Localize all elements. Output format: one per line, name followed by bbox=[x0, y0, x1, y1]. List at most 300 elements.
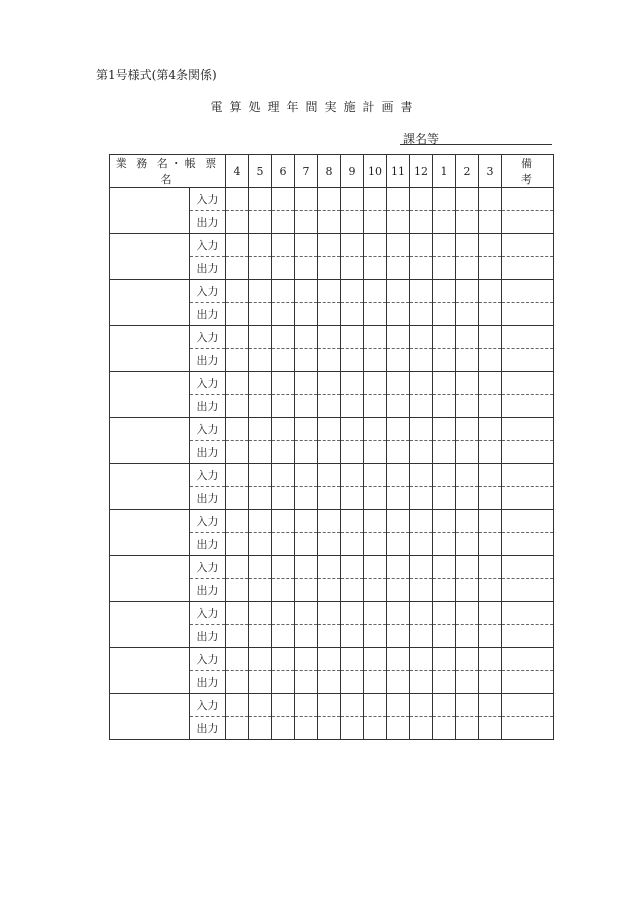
remarks-cell[interactable] bbox=[502, 464, 554, 487]
month-cell[interactable] bbox=[318, 648, 341, 671]
month-cell[interactable] bbox=[272, 533, 295, 556]
month-cell[interactable] bbox=[226, 372, 249, 395]
month-cell[interactable] bbox=[318, 579, 341, 602]
month-cell[interactable] bbox=[479, 257, 502, 280]
month-cell[interactable] bbox=[341, 717, 364, 740]
month-cell[interactable] bbox=[318, 717, 341, 740]
month-cell[interactable] bbox=[318, 602, 341, 625]
month-cell[interactable] bbox=[433, 418, 456, 441]
month-cell[interactable] bbox=[318, 257, 341, 280]
month-cell[interactable] bbox=[341, 257, 364, 280]
month-cell[interactable] bbox=[272, 395, 295, 418]
month-cell[interactable] bbox=[295, 418, 318, 441]
remarks-cell[interactable] bbox=[502, 372, 554, 395]
month-cell[interactable] bbox=[387, 648, 410, 671]
month-cell[interactable] bbox=[318, 487, 341, 510]
month-cell[interactable] bbox=[226, 671, 249, 694]
month-cell[interactable] bbox=[433, 648, 456, 671]
month-cell[interactable] bbox=[456, 349, 479, 372]
month-cell[interactable] bbox=[318, 464, 341, 487]
month-cell[interactable] bbox=[295, 556, 318, 579]
month-cell[interactable] bbox=[410, 303, 433, 326]
month-cell[interactable] bbox=[479, 418, 502, 441]
remarks-cell[interactable] bbox=[502, 602, 554, 625]
month-cell[interactable] bbox=[272, 648, 295, 671]
month-cell[interactable] bbox=[226, 303, 249, 326]
month-cell[interactable] bbox=[295, 211, 318, 234]
month-cell[interactable] bbox=[226, 694, 249, 717]
remarks-cell[interactable] bbox=[502, 533, 554, 556]
business-name-cell[interactable] bbox=[110, 464, 190, 510]
month-cell[interactable] bbox=[226, 326, 249, 349]
month-cell[interactable] bbox=[249, 694, 272, 717]
remarks-cell[interactable] bbox=[502, 280, 554, 303]
month-cell[interactable] bbox=[272, 510, 295, 533]
month-cell[interactable] bbox=[341, 211, 364, 234]
month-cell[interactable] bbox=[387, 372, 410, 395]
month-cell[interactable] bbox=[364, 418, 387, 441]
remarks-cell[interactable] bbox=[502, 257, 554, 280]
month-cell[interactable] bbox=[479, 395, 502, 418]
month-cell[interactable] bbox=[364, 602, 387, 625]
month-cell[interactable] bbox=[479, 280, 502, 303]
month-cell[interactable] bbox=[433, 441, 456, 464]
month-cell[interactable] bbox=[295, 234, 318, 257]
month-cell[interactable] bbox=[249, 257, 272, 280]
month-cell[interactable] bbox=[249, 602, 272, 625]
month-cell[interactable] bbox=[433, 625, 456, 648]
month-cell[interactable] bbox=[318, 694, 341, 717]
month-cell[interactable] bbox=[387, 464, 410, 487]
month-cell[interactable] bbox=[433, 303, 456, 326]
month-cell[interactable] bbox=[249, 326, 272, 349]
month-cell[interactable] bbox=[272, 257, 295, 280]
month-cell[interactable] bbox=[410, 694, 433, 717]
month-cell[interactable] bbox=[456, 487, 479, 510]
month-cell[interactable] bbox=[272, 418, 295, 441]
month-cell[interactable] bbox=[387, 602, 410, 625]
month-cell[interactable] bbox=[364, 579, 387, 602]
month-cell[interactable] bbox=[433, 694, 456, 717]
month-cell[interactable] bbox=[479, 579, 502, 602]
month-cell[interactable] bbox=[272, 234, 295, 257]
month-cell[interactable] bbox=[318, 326, 341, 349]
month-cell[interactable] bbox=[341, 579, 364, 602]
month-cell[interactable] bbox=[387, 418, 410, 441]
month-cell[interactable] bbox=[387, 487, 410, 510]
month-cell[interactable] bbox=[479, 694, 502, 717]
month-cell[interactable] bbox=[456, 326, 479, 349]
month-cell[interactable] bbox=[456, 510, 479, 533]
month-cell[interactable] bbox=[226, 464, 249, 487]
remarks-cell[interactable] bbox=[502, 395, 554, 418]
month-cell[interactable] bbox=[226, 717, 249, 740]
month-cell[interactable] bbox=[387, 694, 410, 717]
month-cell[interactable] bbox=[226, 579, 249, 602]
month-cell[interactable] bbox=[295, 487, 318, 510]
month-cell[interactable] bbox=[479, 602, 502, 625]
month-cell[interactable] bbox=[433, 533, 456, 556]
month-cell[interactable] bbox=[341, 234, 364, 257]
remarks-cell[interactable] bbox=[502, 418, 554, 441]
month-cell[interactable] bbox=[456, 280, 479, 303]
month-cell[interactable] bbox=[456, 441, 479, 464]
month-cell[interactable] bbox=[249, 625, 272, 648]
remarks-cell[interactable] bbox=[502, 234, 554, 257]
month-cell[interactable] bbox=[272, 303, 295, 326]
month-cell[interactable] bbox=[272, 602, 295, 625]
month-cell[interactable] bbox=[410, 556, 433, 579]
month-cell[interactable] bbox=[387, 510, 410, 533]
month-cell[interactable] bbox=[341, 441, 364, 464]
month-cell[interactable] bbox=[433, 372, 456, 395]
month-cell[interactable] bbox=[479, 510, 502, 533]
month-cell[interactable] bbox=[479, 441, 502, 464]
month-cell[interactable] bbox=[272, 625, 295, 648]
month-cell[interactable] bbox=[318, 188, 341, 211]
month-cell[interactable] bbox=[364, 441, 387, 464]
month-cell[interactable] bbox=[456, 257, 479, 280]
month-cell[interactable] bbox=[318, 211, 341, 234]
month-cell[interactable] bbox=[249, 556, 272, 579]
month-cell[interactable] bbox=[364, 510, 387, 533]
month-cell[interactable] bbox=[433, 211, 456, 234]
month-cell[interactable] bbox=[479, 372, 502, 395]
month-cell[interactable] bbox=[295, 441, 318, 464]
month-cell[interactable] bbox=[433, 487, 456, 510]
month-cell[interactable] bbox=[341, 188, 364, 211]
remarks-cell[interactable] bbox=[502, 625, 554, 648]
remarks-cell[interactable] bbox=[502, 211, 554, 234]
month-cell[interactable] bbox=[226, 533, 249, 556]
month-cell[interactable] bbox=[318, 349, 341, 372]
month-cell[interactable] bbox=[249, 234, 272, 257]
month-cell[interactable] bbox=[318, 671, 341, 694]
month-cell[interactable] bbox=[410, 326, 433, 349]
month-cell[interactable] bbox=[433, 510, 456, 533]
month-cell[interactable] bbox=[272, 694, 295, 717]
month-cell[interactable] bbox=[456, 533, 479, 556]
month-cell[interactable] bbox=[226, 257, 249, 280]
month-cell[interactable] bbox=[341, 671, 364, 694]
month-cell[interactable] bbox=[295, 533, 318, 556]
section-name-field[interactable] bbox=[400, 130, 552, 145]
month-cell[interactable] bbox=[341, 648, 364, 671]
month-cell[interactable] bbox=[433, 671, 456, 694]
month-cell[interactable] bbox=[272, 280, 295, 303]
month-cell[interactable] bbox=[410, 418, 433, 441]
month-cell[interactable] bbox=[249, 464, 272, 487]
month-cell[interactable] bbox=[272, 188, 295, 211]
month-cell[interactable] bbox=[387, 579, 410, 602]
month-cell[interactable] bbox=[295, 349, 318, 372]
month-cell[interactable] bbox=[249, 418, 272, 441]
month-cell[interactable] bbox=[364, 188, 387, 211]
month-cell[interactable] bbox=[387, 257, 410, 280]
remarks-cell[interactable] bbox=[502, 556, 554, 579]
month-cell[interactable] bbox=[433, 280, 456, 303]
business-name-cell[interactable] bbox=[110, 602, 190, 648]
month-cell[interactable] bbox=[479, 349, 502, 372]
month-cell[interactable] bbox=[456, 395, 479, 418]
month-cell[interactable] bbox=[433, 579, 456, 602]
month-cell[interactable] bbox=[226, 602, 249, 625]
month-cell[interactable] bbox=[364, 464, 387, 487]
month-cell[interactable] bbox=[249, 211, 272, 234]
month-cell[interactable] bbox=[410, 349, 433, 372]
month-cell[interactable] bbox=[364, 648, 387, 671]
month-cell[interactable] bbox=[295, 464, 318, 487]
month-cell[interactable] bbox=[341, 487, 364, 510]
month-cell[interactable] bbox=[456, 372, 479, 395]
month-cell[interactable] bbox=[295, 303, 318, 326]
month-cell[interactable] bbox=[387, 395, 410, 418]
month-cell[interactable] bbox=[479, 234, 502, 257]
month-cell[interactable] bbox=[433, 464, 456, 487]
month-cell[interactable] bbox=[249, 671, 272, 694]
month-cell[interactable] bbox=[410, 280, 433, 303]
month-cell[interactable] bbox=[249, 372, 272, 395]
month-cell[interactable] bbox=[318, 303, 341, 326]
month-cell[interactable] bbox=[295, 671, 318, 694]
month-cell[interactable] bbox=[433, 717, 456, 740]
month-cell[interactable] bbox=[249, 441, 272, 464]
month-cell[interactable] bbox=[272, 579, 295, 602]
month-cell[interactable] bbox=[410, 579, 433, 602]
month-cell[interactable] bbox=[410, 464, 433, 487]
month-cell[interactable] bbox=[364, 257, 387, 280]
month-cell[interactable] bbox=[433, 395, 456, 418]
remarks-cell[interactable] bbox=[502, 648, 554, 671]
month-cell[interactable] bbox=[341, 303, 364, 326]
month-cell[interactable] bbox=[272, 671, 295, 694]
month-cell[interactable] bbox=[272, 556, 295, 579]
month-cell[interactable] bbox=[318, 395, 341, 418]
month-cell[interactable] bbox=[456, 556, 479, 579]
month-cell[interactable] bbox=[433, 349, 456, 372]
month-cell[interactable] bbox=[226, 395, 249, 418]
month-cell[interactable] bbox=[387, 326, 410, 349]
month-cell[interactable] bbox=[456, 602, 479, 625]
month-cell[interactable] bbox=[410, 602, 433, 625]
month-cell[interactable] bbox=[341, 510, 364, 533]
month-cell[interactable] bbox=[226, 211, 249, 234]
month-cell[interactable] bbox=[410, 257, 433, 280]
remarks-cell[interactable] bbox=[502, 349, 554, 372]
month-cell[interactable] bbox=[456, 648, 479, 671]
month-cell[interactable] bbox=[456, 671, 479, 694]
month-cell[interactable] bbox=[456, 418, 479, 441]
month-cell[interactable] bbox=[410, 510, 433, 533]
month-cell[interactable] bbox=[479, 671, 502, 694]
business-name-cell[interactable] bbox=[110, 188, 190, 234]
month-cell[interactable] bbox=[249, 487, 272, 510]
month-cell[interactable] bbox=[433, 556, 456, 579]
month-cell[interactable] bbox=[226, 556, 249, 579]
business-name-cell[interactable] bbox=[110, 280, 190, 326]
month-cell[interactable] bbox=[272, 464, 295, 487]
remarks-cell[interactable] bbox=[502, 303, 554, 326]
month-cell[interactable] bbox=[387, 234, 410, 257]
remarks-cell[interactable] bbox=[502, 441, 554, 464]
month-cell[interactable] bbox=[456, 234, 479, 257]
month-cell[interactable] bbox=[295, 510, 318, 533]
month-cell[interactable] bbox=[364, 487, 387, 510]
month-cell[interactable] bbox=[387, 671, 410, 694]
month-cell[interactable] bbox=[364, 280, 387, 303]
remarks-cell[interactable] bbox=[502, 717, 554, 740]
month-cell[interactable] bbox=[272, 211, 295, 234]
month-cell[interactable] bbox=[272, 487, 295, 510]
month-cell[interactable] bbox=[387, 211, 410, 234]
month-cell[interactable] bbox=[295, 694, 318, 717]
month-cell[interactable] bbox=[295, 579, 318, 602]
month-cell[interactable] bbox=[249, 533, 272, 556]
month-cell[interactable] bbox=[410, 671, 433, 694]
month-cell[interactable] bbox=[364, 556, 387, 579]
month-cell[interactable] bbox=[433, 188, 456, 211]
month-cell[interactable] bbox=[410, 188, 433, 211]
month-cell[interactable] bbox=[387, 556, 410, 579]
month-cell[interactable] bbox=[410, 717, 433, 740]
month-cell[interactable] bbox=[364, 349, 387, 372]
month-cell[interactable] bbox=[479, 625, 502, 648]
month-cell[interactable] bbox=[456, 211, 479, 234]
month-cell[interactable] bbox=[364, 671, 387, 694]
month-cell[interactable] bbox=[479, 487, 502, 510]
month-cell[interactable] bbox=[387, 349, 410, 372]
month-cell[interactable] bbox=[456, 694, 479, 717]
month-cell[interactable] bbox=[364, 211, 387, 234]
month-cell[interactable] bbox=[272, 326, 295, 349]
month-cell[interactable] bbox=[226, 280, 249, 303]
month-cell[interactable] bbox=[295, 717, 318, 740]
remarks-cell[interactable] bbox=[502, 188, 554, 211]
month-cell[interactable] bbox=[364, 234, 387, 257]
month-cell[interactable] bbox=[410, 648, 433, 671]
month-cell[interactable] bbox=[456, 717, 479, 740]
month-cell[interactable] bbox=[249, 648, 272, 671]
month-cell[interactable] bbox=[341, 372, 364, 395]
business-name-cell[interactable] bbox=[110, 418, 190, 464]
month-cell[interactable] bbox=[226, 487, 249, 510]
month-cell[interactable] bbox=[295, 280, 318, 303]
month-cell[interactable] bbox=[226, 510, 249, 533]
month-cell[interactable] bbox=[341, 556, 364, 579]
month-cell[interactable] bbox=[318, 556, 341, 579]
month-cell[interactable] bbox=[364, 372, 387, 395]
month-cell[interactable] bbox=[387, 188, 410, 211]
month-cell[interactable] bbox=[364, 533, 387, 556]
month-cell[interactable] bbox=[295, 372, 318, 395]
month-cell[interactable] bbox=[387, 280, 410, 303]
month-cell[interactable] bbox=[249, 188, 272, 211]
month-cell[interactable] bbox=[410, 441, 433, 464]
month-cell[interactable] bbox=[226, 349, 249, 372]
month-cell[interactable] bbox=[410, 533, 433, 556]
month-cell[interactable] bbox=[295, 602, 318, 625]
remarks-cell[interactable] bbox=[502, 487, 554, 510]
month-cell[interactable] bbox=[318, 533, 341, 556]
month-cell[interactable] bbox=[295, 625, 318, 648]
month-cell[interactable] bbox=[364, 625, 387, 648]
month-cell[interactable] bbox=[318, 234, 341, 257]
month-cell[interactable] bbox=[318, 510, 341, 533]
month-cell[interactable] bbox=[364, 326, 387, 349]
month-cell[interactable] bbox=[479, 303, 502, 326]
month-cell[interactable] bbox=[364, 303, 387, 326]
month-cell[interactable] bbox=[387, 303, 410, 326]
month-cell[interactable] bbox=[410, 234, 433, 257]
remarks-cell[interactable] bbox=[502, 694, 554, 717]
month-cell[interactable] bbox=[479, 556, 502, 579]
month-cell[interactable] bbox=[410, 211, 433, 234]
month-cell[interactable] bbox=[456, 303, 479, 326]
month-cell[interactable] bbox=[479, 188, 502, 211]
month-cell[interactable] bbox=[387, 625, 410, 648]
month-cell[interactable] bbox=[341, 349, 364, 372]
month-cell[interactable] bbox=[249, 349, 272, 372]
month-cell[interactable] bbox=[272, 372, 295, 395]
month-cell[interactable] bbox=[249, 510, 272, 533]
month-cell[interactable] bbox=[249, 579, 272, 602]
month-cell[interactable] bbox=[249, 717, 272, 740]
month-cell[interactable] bbox=[226, 234, 249, 257]
month-cell[interactable] bbox=[226, 648, 249, 671]
month-cell[interactable] bbox=[226, 441, 249, 464]
month-cell[interactable] bbox=[341, 418, 364, 441]
remarks-cell[interactable] bbox=[502, 671, 554, 694]
month-cell[interactable] bbox=[479, 464, 502, 487]
month-cell[interactable] bbox=[387, 441, 410, 464]
month-cell[interactable] bbox=[249, 280, 272, 303]
remarks-cell[interactable] bbox=[502, 510, 554, 533]
month-cell[interactable] bbox=[272, 717, 295, 740]
month-cell[interactable] bbox=[318, 441, 341, 464]
month-cell[interactable] bbox=[249, 303, 272, 326]
remarks-cell[interactable] bbox=[502, 326, 554, 349]
business-name-cell[interactable] bbox=[110, 694, 190, 740]
month-cell[interactable] bbox=[295, 257, 318, 280]
month-cell[interactable] bbox=[456, 579, 479, 602]
month-cell[interactable] bbox=[479, 533, 502, 556]
month-cell[interactable] bbox=[318, 280, 341, 303]
month-cell[interactable] bbox=[295, 326, 318, 349]
month-cell[interactable] bbox=[410, 487, 433, 510]
business-name-cell[interactable] bbox=[110, 648, 190, 694]
remarks-cell[interactable] bbox=[502, 579, 554, 602]
month-cell[interactable] bbox=[318, 625, 341, 648]
business-name-cell[interactable] bbox=[110, 510, 190, 556]
month-cell[interactable] bbox=[272, 441, 295, 464]
month-cell[interactable] bbox=[456, 464, 479, 487]
month-cell[interactable] bbox=[479, 648, 502, 671]
month-cell[interactable] bbox=[249, 395, 272, 418]
month-cell[interactable] bbox=[410, 372, 433, 395]
month-cell[interactable] bbox=[433, 602, 456, 625]
month-cell[interactable] bbox=[341, 464, 364, 487]
business-name-cell[interactable] bbox=[110, 234, 190, 280]
month-cell[interactable] bbox=[295, 188, 318, 211]
month-cell[interactable] bbox=[433, 326, 456, 349]
month-cell[interactable] bbox=[341, 533, 364, 556]
month-cell[interactable] bbox=[479, 717, 502, 740]
business-name-cell[interactable] bbox=[110, 556, 190, 602]
month-cell[interactable] bbox=[272, 349, 295, 372]
month-cell[interactable] bbox=[387, 717, 410, 740]
business-name-cell[interactable] bbox=[110, 372, 190, 418]
month-cell[interactable] bbox=[364, 694, 387, 717]
